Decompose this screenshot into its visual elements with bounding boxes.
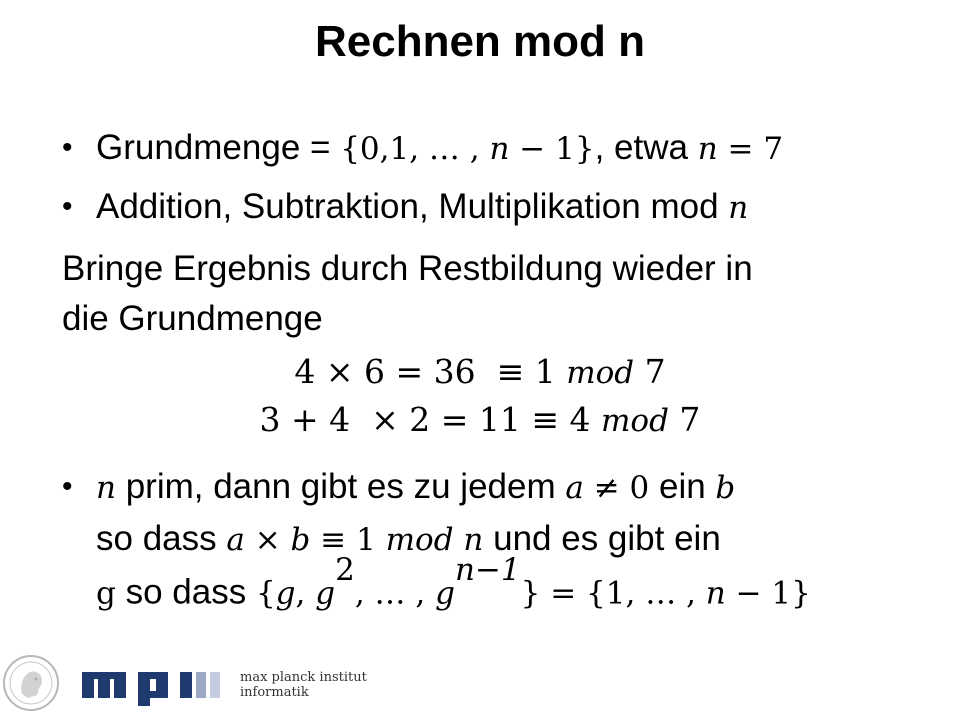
math-set: {0,1, … ,: [340, 131, 490, 167]
math-set-end: − 1}: [725, 575, 811, 612]
bullet-prime-line-3: [96, 552, 811, 614]
text: Addition, Subtraktion, Multiplikation mod: [96, 187, 729, 226]
text: , etwa: [594, 128, 698, 167]
math-var-n: n: [96, 470, 116, 506]
math-var-g: g: [435, 575, 455, 612]
math-set-eq: } = {1, … ,: [520, 575, 706, 612]
math-var-a: a: [565, 470, 584, 506]
text: und es gibt ein: [483, 519, 721, 558]
equation-mod: mod: [601, 403, 669, 439]
equation-lhs: 4 × 6 = 36 ≡ 1: [294, 352, 567, 391]
math-dots: , … ,: [354, 575, 436, 612]
paragraph-line: Bringe Ergebnis durch Restbildung wieder in: [62, 249, 753, 288]
math-mod: mod: [385, 522, 454, 558]
bullet-marker: •: [62, 190, 73, 223]
text: ein: [649, 467, 716, 506]
math-set-end: − 1}: [509, 131, 595, 167]
math-var-b: b: [715, 470, 736, 506]
math-exponent: 2: [335, 552, 355, 588]
text: so dass: [96, 519, 227, 558]
math-var-g: g: [315, 575, 336, 612]
math-var-a: a: [226, 522, 245, 558]
math-var-n: n: [453, 522, 484, 558]
equation-rhs: 7: [668, 400, 701, 439]
bullet-marker: •: [62, 131, 73, 164]
math-exponent: n−1: [454, 552, 521, 588]
equation-mod: mod: [566, 355, 635, 391]
equation-2: [0, 398, 960, 443]
math-brace: {: [255, 575, 276, 612]
math-times: ×: [244, 522, 291, 558]
math-var-n: n: [489, 131, 510, 167]
footer: [0, 640, 960, 720]
max-planck-seal-icon: [2, 654, 60, 712]
text: prim, dann gibt es zu jedem: [115, 467, 566, 506]
math-comma: ,: [295, 575, 316, 612]
logo-text-line-1: max planck institut: [240, 670, 367, 685]
math-var-n: n: [728, 190, 749, 226]
slide-title: Rechnen mod n: [314, 17, 646, 66]
bullet-operations: [96, 186, 748, 229]
equation-1: [0, 350, 960, 395]
math-equals: = 7: [717, 131, 784, 167]
logo-text-line-2: informatik: [240, 685, 309, 700]
math-var-g: g: [275, 575, 296, 612]
text: Grundmenge =: [96, 128, 341, 167]
math-var-n: n: [705, 575, 726, 612]
math-var-b: b: [290, 522, 311, 558]
math-var-g: g: [96, 575, 116, 612]
math-congruent: ≡ 1: [310, 522, 386, 558]
equation-rhs: 7: [634, 352, 666, 391]
paragraph-line: die Grundmenge: [62, 299, 323, 338]
bullet-grundmenge: [96, 127, 783, 170]
math-var-n: n: [697, 131, 718, 167]
bullet-prime-line-2: [96, 518, 721, 561]
equation-lhs: 3 + 4 × 2 = 11 ≡ 4: [259, 400, 602, 439]
mpi-logo-icon: [82, 662, 232, 706]
bullet-prime-line-1: [96, 466, 735, 509]
text: so dass: [115, 572, 256, 612]
math-neq: ≠ 0: [583, 470, 650, 506]
bullet-marker: •: [62, 470, 73, 503]
